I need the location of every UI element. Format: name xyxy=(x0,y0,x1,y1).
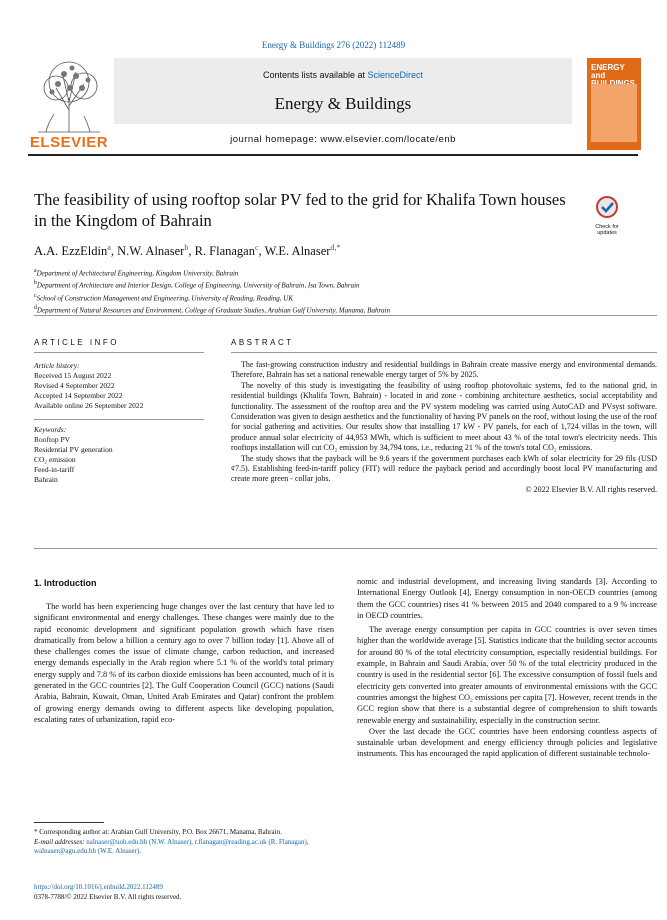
journal-homepage[interactable]: journal homepage: www.elsevier.com/locate/enb xyxy=(230,134,456,145)
cover-image xyxy=(591,84,637,142)
info-divider xyxy=(34,419,204,420)
author-name[interactable]: N.W. Alnaser xyxy=(117,244,185,259)
author-sup[interactable]: a xyxy=(107,243,111,252)
keywords xyxy=(34,425,204,485)
affiliations xyxy=(34,266,634,315)
body-paragraph: nomic and industrial development, and increasing living standards [3]. According to International Energy Outlook [4], Energy consumption in non-OECD countries (among them the GCC countries) rises 41 % between 2015 and 2040 compared to a 9 % increase in OECD countries. xyxy=(357,577,657,620)
issn-copyright: 0378-7788/© 2022 Elsevier B.V. All rights reserved. xyxy=(34,893,182,901)
author-list: A.A. EzzEldin$^a$, N.W. Alnaser$^b$, R. Flanagan$^c$, W.E. Alnaser$^{d,*}$ xyxy=(34,243,341,259)
intro-right-column xyxy=(357,576,657,760)
keyword-item[interactable]: Residential PV generation xyxy=(34,445,113,454)
sciencedirect-link[interactable]: ScienceDirect xyxy=(367,70,424,80)
intro-left-column xyxy=(34,601,334,725)
publisher-wordmark: ELSEVIER xyxy=(29,134,109,151)
body-paragraph: Over the last decade the GCC countries have been endorsing countless aspects of sustainable urban development and energy efficiency through policies and legislative instruments. This has encouraged the rapid application of different sustainable technolo- xyxy=(357,726,657,759)
abstract-heading-rule xyxy=(231,352,657,353)
history-revised: Revised 4 September 2022 xyxy=(34,381,115,390)
author-sup[interactable]: c xyxy=(254,243,259,252)
contents-prefix: Contents lists available at xyxy=(262,70,368,80)
abstract-paragraph: The study shows that the payback will be 9.6 years if the government purchases each kWh of solar electricity for 29 fils (USD ¢7.5). Establishing feed-in-tariff policy (FIT) will reduce the payback period and accordingly boost local PV manufacturing and create more green - collar jobs. xyxy=(231,453,657,484)
history-accepted: Accepted 14 September 2022 xyxy=(34,391,123,400)
footnote xyxy=(34,828,334,857)
author-name[interactable]: A.A. EzzEldin xyxy=(34,244,108,259)
history-online: Available online 26 September 2022 xyxy=(34,401,144,410)
article-info-heading: ARTICLE INFO xyxy=(34,338,119,347)
check-updates-icon xyxy=(590,195,624,219)
journal-cover-thumbnail xyxy=(587,58,641,150)
body-paragraph: The world has been experiencing huge changes over the last century that have led to significant environmental and energy challenges. These changes were mainly due to the rapid economic development and significant population growth which have risen dramatically from below a billion a century ago to over 7 billion today [1]. Above all of these challenges comes the issue of climate change, carbon reduction, and increased energy demands especially in the Arab region where 5.1 % of the world's total primary energy supply and 7.8 % of its carbon dioxide emissions has been accounted, much of it is generated in the GCC countries [2]. The Gulf Cooperation Council (GCC) nations (Saudi Arabia, Bahrain, Kuwait, Oman, United Arab Emirates and Qatar) confront the problem of growing energy demands owing to different aspects like developing population, escalating rates of urbanization, rapid eco- xyxy=(34,602,334,724)
journal-header-band xyxy=(114,58,572,124)
footnote-rule xyxy=(34,822,104,823)
keyword-item[interactable]: CO₂ emission xyxy=(34,455,76,464)
abstract-heading: ABSTRACT xyxy=(231,338,294,347)
check-updates-label: Check for updates xyxy=(595,224,619,236)
check-for-updates-badge[interactable] xyxy=(590,195,624,236)
journal-citation[interactable]: Energy & Buildings 276 (2022) 112489 xyxy=(261,40,406,50)
keyword-item[interactable]: Feed-in-tariff xyxy=(34,465,75,474)
keyword-item[interactable]: Bahrain xyxy=(34,475,58,484)
affiliations-divider xyxy=(34,315,657,316)
keyword-item[interactable]: Rooftop PV xyxy=(34,435,71,444)
author-name[interactable]: W.E. Alnaser xyxy=(264,244,331,259)
abstract-divider xyxy=(34,548,657,549)
author-sup[interactable]: b xyxy=(184,243,189,252)
section-heading-introduction: 1. Introduction xyxy=(34,578,97,588)
history-label: Article history: xyxy=(34,361,80,370)
abstract-copyright: © 2022 Elsevier B.V. All rights reserved. xyxy=(525,484,657,494)
author-sup[interactable]: d,* xyxy=(330,243,341,252)
author-name[interactable]: R. Flanagan xyxy=(194,244,255,259)
abstract-paragraph: The fast-growing construction industry and residential buildings in Bahrain create massive energy and environmental demands. Therefore, Bahrain has set a national renewable energy target of 5% by 2025. xyxy=(231,360,657,380)
article-footer xyxy=(34,882,334,902)
header-divider xyxy=(28,154,638,156)
doi-link[interactable]: https://doi.org/10.1016/j.enbuild.2022.112489 xyxy=(34,883,163,891)
abstract-body xyxy=(231,360,657,495)
abstract-paragraph: The novelty of this study is investigating the feasibility of using rooftop photovoltaic systems, fed to the national grid, in residential buildings (Khalifa Town, Bahrain) - located in arid zone - combining architecture aesthetics, social acceptability and functionality. The assessment of the rooftop area and the PV system modeling was carried using AutoCAD and PVsyst software. Consideration was given to design aesthetics and the functionality of having PV panels on the roof, without losing the use of the roof for social gathering and activities. Our results show that installing 17 kW - PV panels, for each of 1,724 villas in the town, will produce annual solar electricity of 44,953 MWh, which is sufficient to meet about 43 % of the total town's electricity needs. This rooftops installation will cut CO₂ emission by 34,794 tons, i.e., reducing 21 % of the town's total CO₂ emissions. xyxy=(231,380,657,453)
article-history xyxy=(34,361,204,411)
email-label: E-mail addresses: xyxy=(34,837,85,846)
article-title: The feasibility of using rooftop solar PV fed to the grid for Khalifa Town houses in the Kingdom of Bahrain xyxy=(34,190,566,230)
contents-available xyxy=(114,70,572,80)
keywords-label: Keywords: xyxy=(34,425,67,434)
corresponding-author: * Corresponding author at: Arabian Gulf University, P.O. Box 26671, Manama, Bahrain. xyxy=(34,828,282,836)
body-paragraph: The average energy consumption per capita in GCC countries is over seven times higher than the worldwide average [5]. Statistics indicate that the building sector accounts for around 80 % of the total electricity consumption, especially residential buildings. For example, in Bahrain and Saudi Arabia, over 50 % of the total electricity produced in the country is used in the residential sector [6]. The excessive consumption of fossil fuels and electricity gets converted into greater amounts of environmental emissions with the GCC countries amongst the highest CO₂ emissions per capita [7]. However, recent trends in the GCC region show that there is a substantial degree of comprehension to shift towards renewable energy and sustainability, especially in the construction sector. xyxy=(357,625,657,725)
affiliation-item: $^b$Department of Architecture and Interior Design, College of Engineering, University of Bahrain, Isa Town, Bahrain xyxy=(34,280,360,290)
journal-title: Energy & Buildings xyxy=(274,94,412,113)
cover-title: ENERGY and xyxy=(591,63,625,80)
affiliation-item: $^d$Department of Natural Resources and Environment, College of Graduate Studies, Arabian Gulf University, Manama, Bahrain xyxy=(34,304,391,315)
affiliation-item: $^a$Department of Architectural Engineering, Kingdom University, Bahrain xyxy=(34,268,239,278)
info-heading-rule xyxy=(34,352,204,353)
author-emails[interactable]: nalnaser@uob.edu.bh (N.W. Alnaser), r.flanagan@reading.ac.uk (R. Flanagan), walnaser@agu.edu.bh (W.E. Alnaser). xyxy=(34,837,309,855)
affiliation-item: $^c$School of Construction Management and Engineering, University of Reading, Reading, UK xyxy=(34,292,294,302)
history-received: Received 15 August 2022 xyxy=(34,371,112,380)
